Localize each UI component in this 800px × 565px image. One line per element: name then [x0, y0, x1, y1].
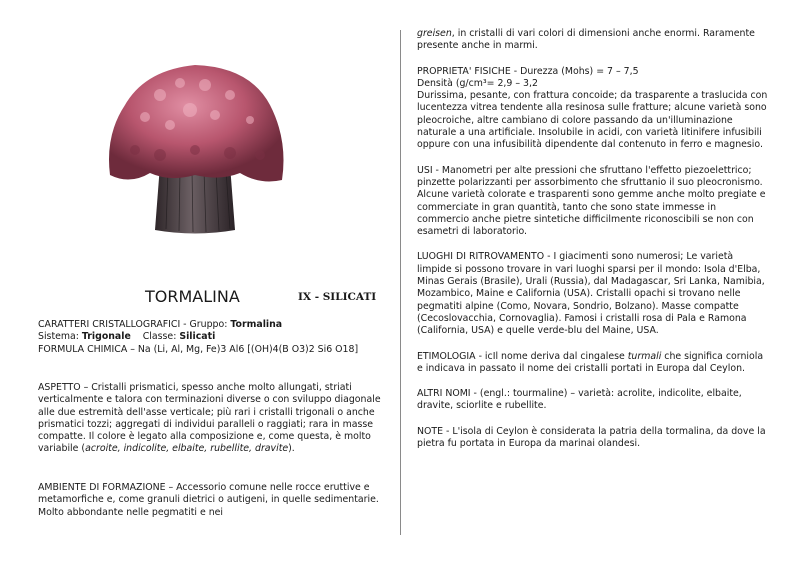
proprieta-durezza: PROPRIETA' FISICHE - Durezza (Mohs) = 7 – 7,5 — [417, 65, 639, 77]
column-divider — [400, 30, 401, 535]
ambiente-section: AMBIENTE DI FORMAZIONE – Accessorio comune nelle rocce eruttive e metamorfiche e, come granuli dietrici o autigeni, in quelle sedimentarie. Molto abbondante nelle pegmatiti e nei — [38, 482, 379, 518]
title-row — [145, 287, 390, 309]
right-column — [417, 28, 769, 463]
altri-nomi-section: ALTRI NOMI - (engl.: tourmaline) – varietà: acrolite, indicolite, elbaite, dravite, sciorlite e rubellite. — [417, 388, 742, 412]
classe-label: Classe: — [142, 331, 180, 343]
proprieta-text: Durissima, pesante, con frattura concoide; da trasparente a traslucida con lucentezza vitrea tendente alla resinosa sulle fratture; alcune varietà sono pleocroiche, altre cambiano di colore passando da un'illuminazione naturale a una artificiale. Insolubile in acidi, con varietà litinifere infusibili oppure con una infusibilità dipendente dal contenuto in ferro e magnesio. — [417, 90, 768, 151]
mineral-class: IX - SILICATI — [298, 291, 377, 303]
aspetto-text: ASPETTO – Cristalli prismatici, spesso anche molto allungati, striati verticalmente e talora con terminazioni diverse o con sviluppo diagonale alle due estremità dell'asse verticale; più rari i cristalli trigonali o anche prismatici tozzi; aggregati di individui paralleli o raggiati; rara in masse compatte. Il colore è legato alla composizione e, come questa, è molto variabile ( — [38, 382, 381, 455]
aspetto-section — [38, 382, 388, 456]
greisen-paragraph — [417, 28, 769, 53]
sistema-label: Sistema: — [38, 331, 82, 343]
caratteri-label: CARATTERI CRISTALLOGRAFICI - Gruppo: — [38, 319, 231, 330]
note-section: NOTE - L'isola di Ceylon è considerata la patria della tormalina, da dove la pietra fu portata in Europa da marinai olandesi. — [417, 425, 766, 450]
aspetto-end: ). — [288, 443, 295, 455]
sistema-value: Trigonale — [81, 331, 131, 343]
luoghi-section: LUOGHI DI RITROVAMENTO - I giacimenti sono numerosi; Le varietà limpide si possono trovare in vari luoghi sparsi per il mondo: Isola d'Elba, Minas Gerais (Brasile), Urali (Russia), dal Madagascar, Sri Lanka, Namibia, Mozambico, Maine e California (USA). Cristalli opachi si trovano nelle pegmatiti alpine (Como, Novara, Sondrio, Bolzano). Masse compatte (Cecoslovacchia, Cornovaglia). Famosi i cristalli rosa di Pala e Ramona (California, USA) e quelle verde-blu del Maine, USA. — [417, 251, 765, 337]
greisen-rest: , in cristalli di vari colori di dimensioni anche enormi. Raramente presente anche in marmi. — [417, 28, 755, 52]
usi-section: USI - Manometri per alte pressioni che sfruttano l'effetto piezoelettrico; pinzette polarizzanti per assorbimento che sfruttanio il suo pleocronismo. Alcune varietà colorate e trasparenti sono gemme anche molto pregiate e commerciate in gran quantità, tanto che sono state immesse in commercio anche pietre sintetiche difficilmente riconoscibili se non con esametri di laboratorio. — [417, 164, 766, 238]
greisen-word: greisen — [417, 28, 452, 39]
gruppo-value: Tormalina — [230, 319, 283, 330]
etimologia-a: ETIMOLOGIA - icIl nome deriva dal cingalese — [417, 350, 628, 362]
etimologia-b: che significa corniola e indicava in passato il nome dei cristalli portati in Europa dal Ceylon. — [417, 350, 764, 374]
formula-chimica: FORMULA CHIMICA – Na (Li, Al, Mg, Fe)3 Al6 [(OH)4(B O3)2 Si6 O18] — [38, 343, 359, 355]
mineral-photo — [100, 55, 290, 235]
classe-value: Silicati — [179, 331, 216, 343]
etimologia-word: turmali — [627, 350, 662, 362]
aspetto-varieties: acroite, indicolite, elbaite, rubellite, dravite — [85, 443, 289, 455]
caratteri-section — [38, 319, 388, 356]
etimologia-section — [417, 351, 769, 376]
proprieta-section — [417, 66, 769, 152]
mineral-title: TORMALINA — [145, 287, 240, 306]
proprieta-densita: Densità (g/cm³= 2,9 – 3,2 — [417, 77, 538, 89]
